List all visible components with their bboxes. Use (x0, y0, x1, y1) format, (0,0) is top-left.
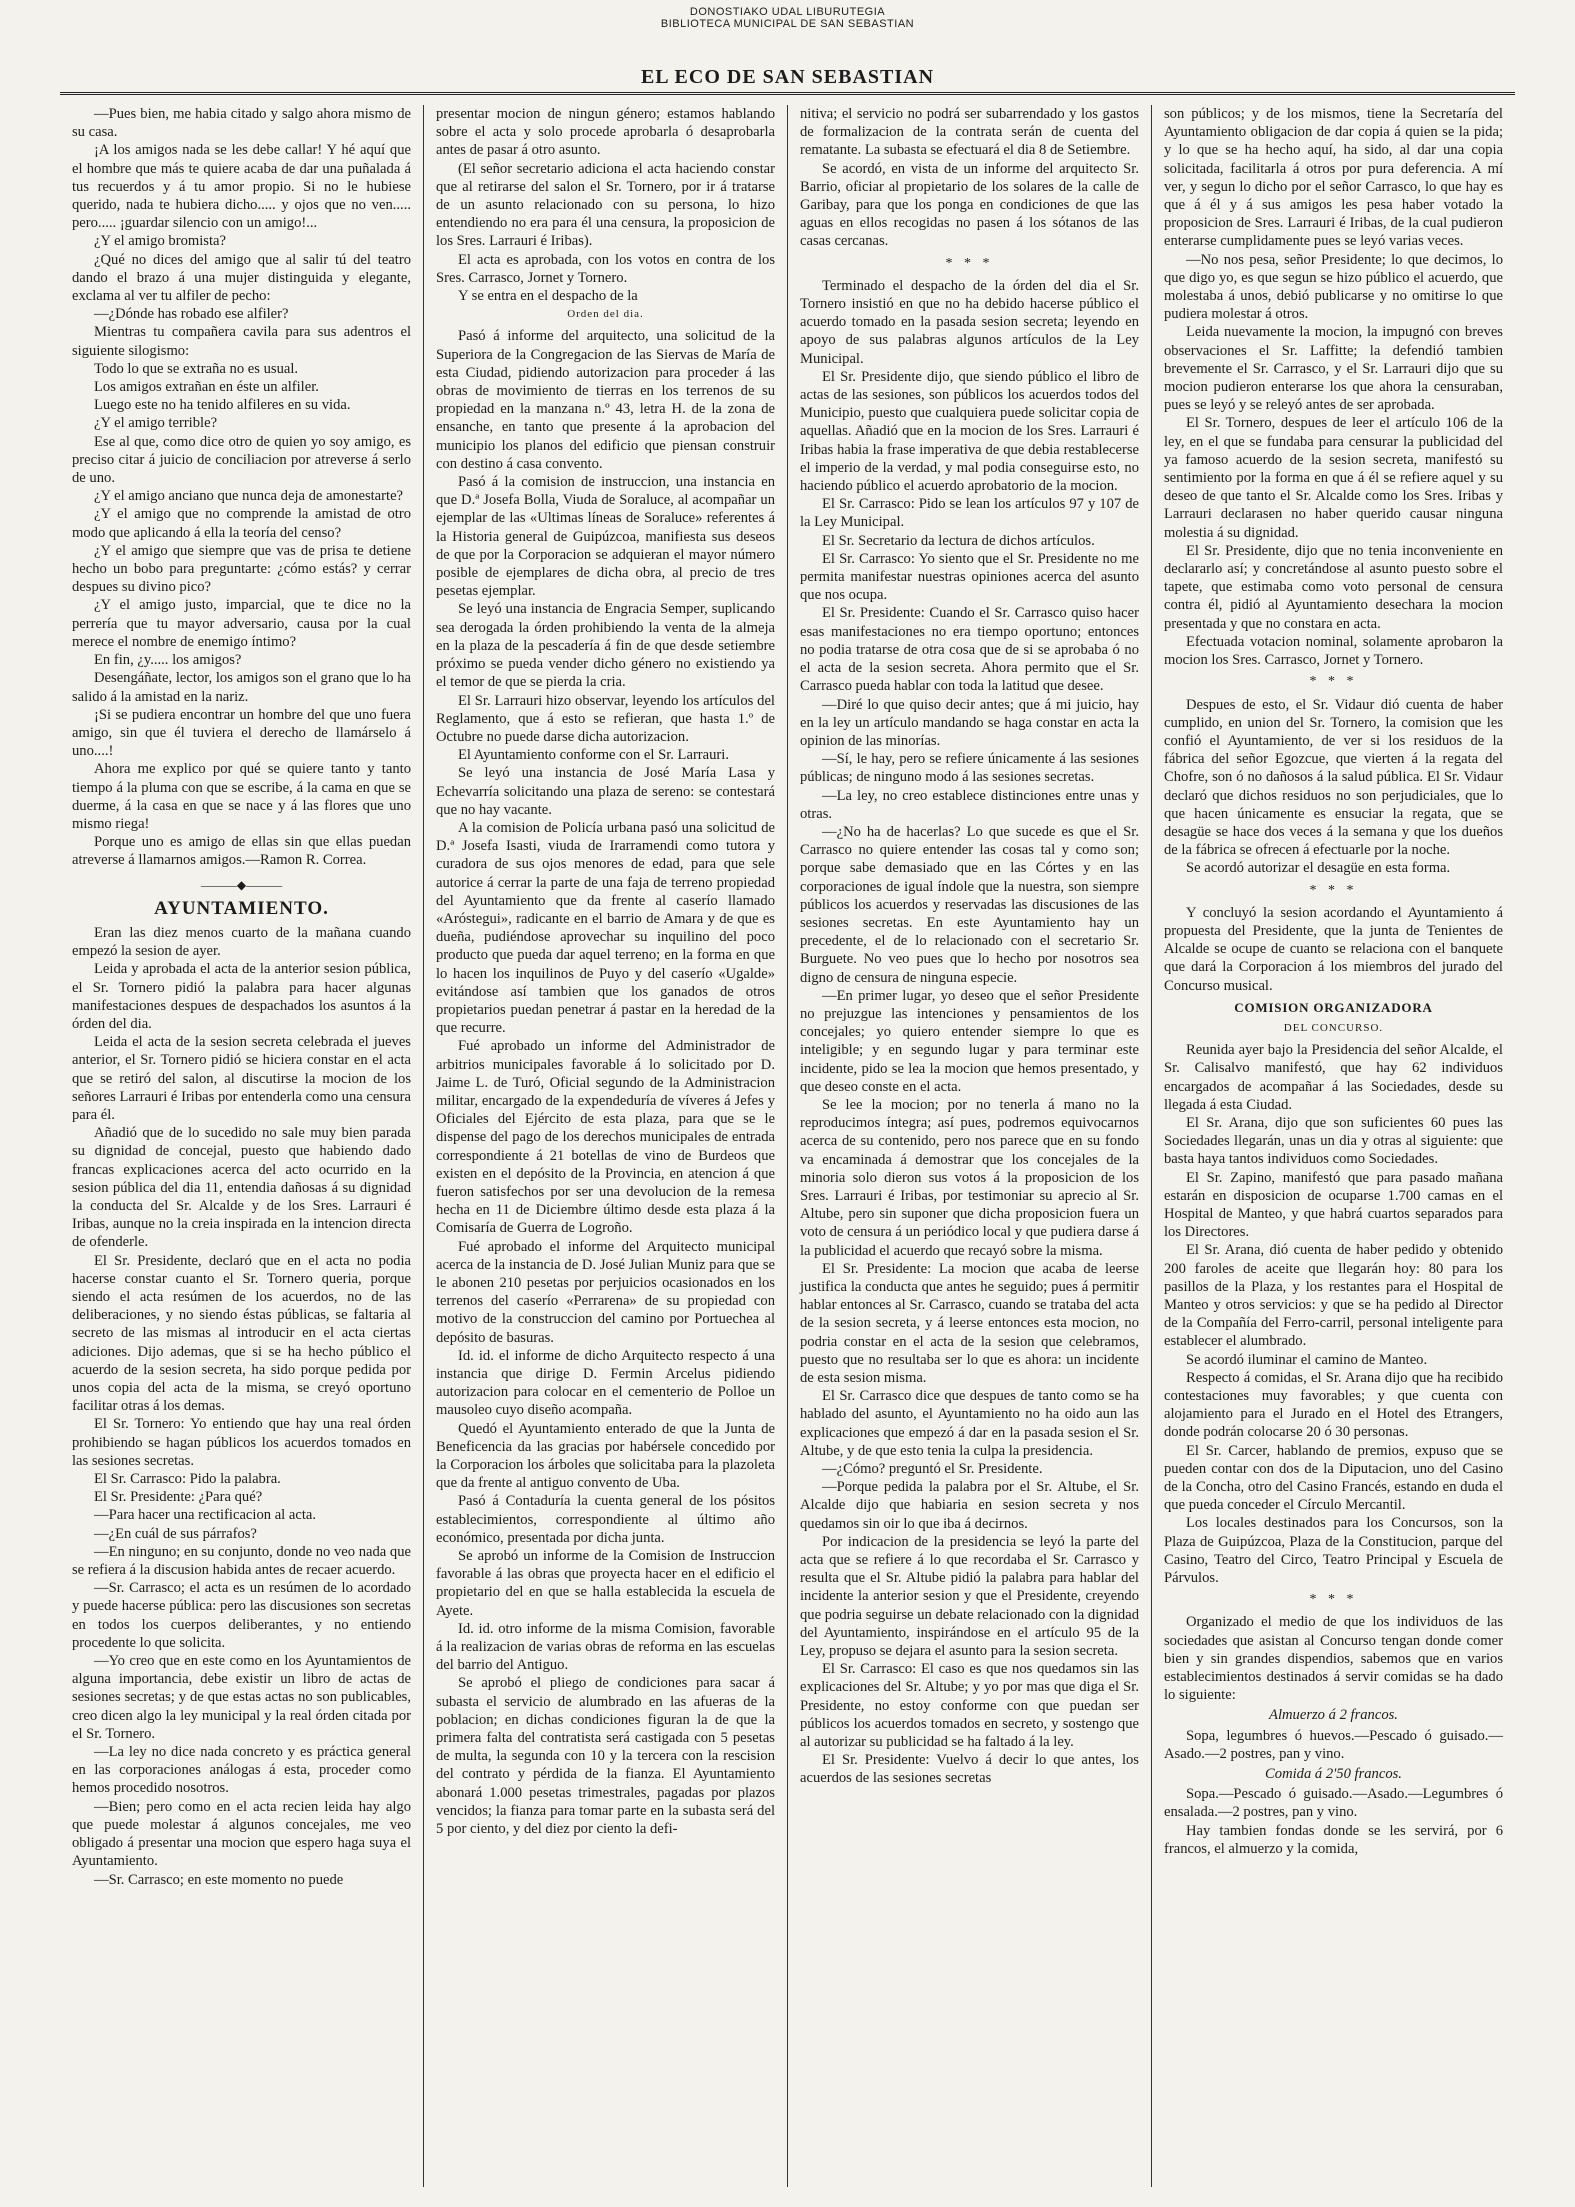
paragraph: nitiva; el servicio no podrá ser subarrendado y los gastos de formalizacion de la contrata serán de cuenta del rematante. La subasta se efectuará el dia 8 de Setiembre. (800, 106, 1139, 159)
paragraph: Sopa.—Pescado ó guisado.—Asado.—Legumbres ó ensalada.—2 postres, pan y vino. (1164, 1786, 1503, 1821)
masthead: EL ECO DE SAN SEBASTIAN (640, 66, 935, 88)
subheading-orden-del-dia: Orden del dia. (567, 308, 644, 321)
section-rule: ———◆——— (200, 877, 283, 892)
paragraph: Id. id. otro informe de la misma Comision, favorable á la realizacion de varias obras de reforma en las escuelas del barrio del Antiguo. (436, 1620, 775, 1674)
column-3 (787, 105, 1151, 2187)
paragraph: ¿Y el amigo que siempre que vas de prisa te detiene hecho un bobo para preguntarte: ¿cómo estás? y cerrar despues su divino pico? (72, 542, 411, 596)
paragraph: Quedó el Ayuntamiento enterado de que la Junta de Beneficencia da las gracias por habérsele concedido por la Corporacion los árboles que solicitaba para la plazoleta que da frente al antiguo convento de Uba. (436, 1420, 775, 1492)
paragraph: El Ayuntamiento conforme con el Sr. Larrauri. (458, 747, 729, 764)
paragraph: —¿No ha de hacerlas? Lo que sucede es que el Sr. Carrasco no quiere entender las cosas tal y como son; porque sabe demasiado que en las Córtes y en las corporaciones de igual índole que la nuestra, son siempre públicos los acuerdos y reservadas las discusiones de las sesiones secretas. En este Ayuntamiento hay un precedente, el de lo relacionado con el secretario Sr. Burguete. No veo pues que lo hecho por nosotros sea digno de censura de ninguna especie. (800, 823, 1139, 986)
paragraph: ¡Si se pudiera encontrar un hombre del que uno fuera amigo, sin que él tuviera el derecho de llamárselo á uno....! (72, 706, 411, 760)
paragraph: El Sr. Presidente: Vuelvo á decir lo que antes, los acuerdos de las sesiones secretas (800, 1752, 1139, 1787)
paragraph: Despues de esto, el Sr. Vidaur dió cuenta de haber cumplido, en union del Sr. Tornero, la comision que les confió el Ayuntamiento, de ver si los residuos de la fábrica del señor Egozcue, que vierten á la regata del Chofre, son ó no dañosos á la salud pública. El Sr. Vidaur declaró que dichos residuos no son perjudiciales, que lo que hacen únicamente es ensuciar la regata, que se desagüe se hace dos veces á la semana y que los dueños de la fábrica se ofrecen á efectuarle por la noche. (1164, 696, 1503, 859)
paragraph: El Sr. Larrauri hizo observar, leyendo los artículos del Reglamento, que á esto se refieran, que hasta 1.º de Octubre no puede darse dicha autorizacion. (436, 692, 775, 745)
paragraph: ¿Y el amigo que no comprende la amistad de otro modo que aplicando á ella la teoría del censo? (72, 506, 411, 541)
column-1 (60, 105, 423, 2187)
paragraph: El Sr. Arana, dijo que son suficientes 60 pues las Sociedades llegarán, unas un dia y otras al siguiente: que basta haya tantos individuos como Sociedades. (1164, 1114, 1503, 1168)
paragraph: Y se entra en el despacho de la (458, 288, 638, 305)
paragraph: Hay tambien fondas donde se les servirá, por 6 francos, el almuerzo y la comida, (1164, 1822, 1503, 1857)
paragraph: —Pues bien, me habia citado y salgo ahora mismo de su casa. (72, 106, 411, 141)
paragraph: El Sr. Presidente: Cuando el Sr. Carrasco quiso hacer esas manifestaciones no era tiempo oportuno; entonces no podia tratarse de otra cosa que de si se aprobaba ó no el acta de la sesion secreta. Ahora permito que el Sr. Carrasco pueda hablar con toda la latitud que desee. (800, 605, 1139, 695)
paragraph: —Diré lo que quiso decir antes; que á mi juicio, hay en la ley un artículo mandando se haga constar en acta la opinion de las minorías. (800, 696, 1139, 749)
paragraph: —Porque pedida la palabra por el Sr. Altube, el Sr. Alcalde dijo que habiaria en sesion secreta y nos quedamos sin oir lo que iba á decirnos. (800, 1479, 1139, 1532)
paragraph: Ahora me explico por qué se quiere tanto y tanto tiempo á la pluma con que se escribe, á la cama en que se duerme, á la casa en que se nace y á las flores que uno mismo riega! (72, 761, 411, 832)
paragraph: Fué aprobado un informe del Administrador de arbitrios municipales favorable á lo solicitado por D. Jaime L. de Turó, Oficial segundo de la Administracion militar, encargado de la expendeduría de víveres á Jefes y Oficiales del Ejército de esta plaza, para que se le dispense del pago de los derechos municipales de entrada correspondiente á 21 botellas de vino de Burdeos que existen en el depósito de la Provincia, en atencion á que fueron satisfechos por ser una devolucion de la remesa hecha en 11 de Diciembre último desde esta plaza á la Comisaría de Guerra de Logroño. (436, 1038, 775, 1237)
paragraph: Luego este no ha tenido alfileres en su vida. (94, 397, 351, 414)
paragraph: El Sr. Secretario da lectura de dichos artículos. (822, 532, 1095, 549)
paragraph: Terminado el despacho de la órden del dia el Sr. Tornero insistió en que no ha debido hacerse público el acuerdo tomado en la pasada sesion secreta; leyendo en apoyo de sus palabras algunos artículos de la Ley Municipal. (800, 277, 1139, 367)
paragraph: El Sr. Carrasco: Pido se lean los artículos 97 y 107 de la Ley Municipal. (800, 496, 1139, 531)
paragraph: Por indicacion de la presidencia se leyó la parte del acta que se refiere á lo que recordaba el Sr. Carrasco y resulta que el Sr. Altube pidió la palabra para hablar del incidente la anterior sesion y que el Presidente, creyendo que podria seguirse un debate relacionado con la dignidad del Ayuntamiento, inspirándose en el artículo 95 de la Ley, propuso se dejara el asunto para la sesion secreta. (800, 1533, 1139, 1660)
paragraph: El Sr. Presidente, declaró que en el acta no podia hacerse constar cuanto el Sr. Tornero queria, porque siendo el acta resúmen de los acuerdos, no de las deliberaciones, y no siendo éstas públicas, se faltaria al secreto de las mismas al introducir en el acta ciertas adiciones. Dijo ademas, que si se ha hecho público el acuerdo de la sesion secreta, ha sido porque pedida por unos copia del acta de la misma, se creyó oportuno facilitar otras á los demas. (72, 1252, 411, 1415)
paragraph: Fué aprobado el informe del Arquitecto municipal acerca de la instancia de D. José Julian Muniz para que se le abonen 210 pesetas por perjuicios ocasionados en los terrenos del caserío «Perrarena» de su propiedad con motivo de la construccion del camino por Portuechea al depósito de basuras. (436, 1238, 775, 1346)
paragraph: El Sr. Carrasco: Pido la palabra. (94, 1471, 281, 1488)
column-4 (1151, 105, 1515, 2187)
paragraph: —Para hacer una rectificacion al acta. (94, 1507, 317, 1524)
paragraph: Los locales destinados para los Concursos, son la Plaza de Guipúzcoa, Plaza de la Constitucion, parque del Casino, Teatro del Circo, Teatro Principal y Escuela de Párvulos. (1164, 1515, 1503, 1587)
paragraph: Se acordó iluminar el camino de Manteo. (1186, 1351, 1428, 1368)
paragraph: Sopa, legumbres ó huevos.—Pescado ó guisado.—Asado.—2 postres, pan y vino. (1164, 1727, 1503, 1762)
paragraph: A la comision de Policía urbana pasó una solicitud de D.ª Josefa Isasti, viuda de Irarramendi como tutora y curadora de sus ojos menores de edad, para que sele autorice á cerrar la parte de una faja de terreno propiedad del Ayuntamiento que da frente al caserío llamado «Aróstegui», radicante en el barrio de Amara y de que es dueña, pudiéndose aprovechar su inquilino del poco producto que pueda dar aquel terreno; en la forma en que lo hacen los inquilinos de Puyo y del caserío «Ugalde» evitándose así tambien que los ganados de otros propietarios puedan penetrar á pastar en la heredad de la que recurre. (436, 819, 775, 1037)
paragraph: El Sr. Carrasco: Yo siento que el Sr. Presidente no me permita manifestar nuestras opiniones acerca del asunto que nos ocupa. (800, 550, 1139, 604)
paragraph: Se lee la mocion; por no tenerla á mano no la reproducimos íntegra; así pues, podremos equivocarnos acerca de su contenido, pero nos parece que en su fondo va encaminada á demostrar que los concejales de la minoria solo dieron sus votos á la proposicion de los Sres. Larrauri é Iribas, por testimoniar su aprecio al Sr. Altube, pero sin suponer que dicha proposicion fuera un voto de censura á un periódico local y que pudiera darse á la publicidad el acuerdo que recayó sobre la misma. (800, 1096, 1139, 1259)
paragraph: El Sr. Carrasco: El caso es que nos quedamos sin las explicaciones del Sr. Altube; y yo por mas que diga el Sr. Presidente, no estoy conforme con que puedan ser públicos los acuerdos tomados en secreto, y sostengo que al autorizar su publicidad se ha faltado á la ley. (800, 1661, 1139, 1751)
paragraph: ¿Y el amigo anciano que nunca deja de amonestarte? (94, 488, 404, 505)
paragraph: son públicos; y de los mismos, tiene la Secretaría del Ayuntamiento obligacion de dar copia á quien se la pida; y lo que se ha hecho aquí, ha sido, al dar una copia solicitada, facilitarla á otros por pura deferencia. A mí ver, y segun lo dicho por el señor Carrasco, lo que hay es que á él y á sus amigos les pesa haber votado la proposicion de Sres. Larrauri é Iribas, de la cual pudieron enterarse cumplidamente pues se leyó varias veces. (1164, 106, 1503, 250)
masthead-rule (60, 92, 1515, 95)
paragraph: Pasó á Contaduría la cuenta general de los pósitos establecimientos, correspondiente al último año económico, presentada por dicha junta. (436, 1493, 775, 1546)
columns (60, 105, 1515, 2187)
stars-ornament: * * * (1309, 674, 1358, 690)
paragraph: Reunida ayer bajo la Presidencia del señor Alcalde, el Sr. Calisalvo manifestó, que hay 62 individuos encargados de acompañar á las Sociedades, desde su llegada á esta Ciudad. (1164, 1042, 1503, 1113)
paragraph: El Sr. Presidente: ¿Para qué? (94, 1489, 263, 1506)
paragraph: —La ley no dice nada concreto y es práctica general en las corporaciones análogas á esta, proceder como hemos procedido nosotros. (72, 1744, 411, 1797)
paragraph: Y concluyó la sesion acordando el Ayuntamiento á propuesta del Presidente, que la junta de Tenientes de Alcalde se ocupe de cuanto se relaciona con el banquete que dará la Corporacion á los miembros del jurado del Concurso musical. (1164, 904, 1503, 994)
paragraph: El Sr. Tornero: Yo entiendo que hay una real órden prohibiendo se hagan públicos los acuerdos tomados en las sesiones secretas. (72, 1416, 411, 1469)
paragraph: —En primer lugar, yo deseo que el señor Presidente no prejuzgue las intenciones y pensamientos de los concejales; yo quiero entender siempre lo que es inteligible; y en segundo lugar y para terminar este incidente, pido se lea la mocion que hemos presentado, y que deseo conste en el acta. (800, 987, 1139, 1095)
section-heading-comision: COMISION ORGANIZADORA (1234, 999, 1433, 1015)
paragraph: Leida el acta de la sesion secreta celebrada el jueves anterior, el Sr. Tornero pidió se hiciera constar en el acta que se retiró del salon, al discutirse la mocion de los señores Larrauri é Iribas por entenderla como una censura para él. (72, 1034, 411, 1123)
stars-ornament: * * * (945, 255, 994, 271)
paragraph: Mientras tu compañera cavila para sus adentros el siguiente silogismo: (72, 324, 411, 359)
paragraph: Todo lo que se extraña no es usual. (94, 360, 299, 377)
paragraph: El Sr. Presidente: La mocion que acaba de leerse justifica la conducta que antes he seguido; pues á permitir hablar entonces al Sr. Carrasco, cuando se trataba del acta de la sesion secreta, y á leerse entonces esta mocion, no podria constar en el acta de la sesion que celebramos, puesto que no resultaba ser lo que es ahora: un incidente de esta sesion misma. (800, 1260, 1139, 1387)
paragraph: Se aprobó el pliego de condiciones para sacar á subasta el servicio de alumbrado en las afueras de la poblacion; en dichas condiciones figuran la de que la primera falta del contratista será castigada con 5 pesetas de multa, la segunda con 10 y la tercera con la rescision del contrato y pérdida de la fianza. El Ayuntamiento abonará 1.000 pesetas trimestrales, pagadas por plazos vencidos; la fianza para tomar parte en la subasta será del 5 por ciento, y del diez por ciento la defi- (436, 1675, 775, 1838)
paragraph: —Sr. Carrasco; en este momento no puede (94, 1871, 344, 1888)
paragraph: Id. id. el informe de dicho Arquitecto respecto á una instancia que dirige D. Fermin Arcelus pidiendo autorizacion para colocar en el cementerio de Polloe un mausoleo cuyo diseño acompaña. (436, 1347, 775, 1419)
paragraph: Pasó á informe del arquitecto, una solicitud de la Superiora de la Congregacion de las Siervas de María de esta Ciudad, pidiendo autorizacion para proceder á las obras de movimiento de tierras en los terrenos de su propiedad en la manzana n.º 43, letra H. de la zona de ensanche, en tanto que presente á la aprobacion del municipio los planos del edificio que piensan construir con destino á casa convento. (436, 328, 775, 472)
paragraph: Pasó á la comision de instruccion, una instancia en que D.ª Josefa Bolla, Viuda de Soraluce, al acompañar un ejemplar de las «Ultimas líneas de Soraluce» referentes á la Historia general de Guipúzcoa, manifiesta sus deseos de que por la Corporacion se adquieran el mayor número posible de ejemplares de dicha obra, al precio de tres pesetas ejemplar. (436, 474, 775, 600)
paragraph: Se acordó autorizar el desagüe en esta forma. (1186, 860, 1451, 877)
paragraph: —No nos pesa, señor Presidente; lo que decimos, lo que digo yo, es que segun se hizo público el acuerdo, que molestaba á unos, debió publicarse y no omitirse lo que pudiera molestar á otros. (1164, 251, 1503, 323)
column-2 (423, 105, 787, 2187)
paragraph: Leida y aprobada el acta de la anterior sesion pública, el Sr. Tornero pidió la palabra para hacer algunas manifestaciones despues de despachados los asuntos á la órden del dia. (72, 961, 411, 1032)
paragraph: El Sr. Carcer, hablando de premios, expuso que se pueden contar con dos de la Diputacion, uno del Casino de la Concha, otro del Casino Francés, estando en duda el que pueda conceder el Círculo Mercantil. (1164, 1442, 1503, 1514)
menu-heading-comida: Comida á 2'50 francos. (1265, 1766, 1402, 1783)
paragraph: El acta es aprobada, con los votos en contra de los Sres. Carrasco, Jornet y Tornero. (436, 251, 775, 286)
paragraph: Añadió que de lo sucedido no sale muy bien parada su dignidad de concejal, puesto que habiendo dado francas explicaciones acerca del acto ocurrido en la sesion pública del dia 11, entendia dañosas á su dignidad la conducta del Sr. Alcalde y de los Sres. Larrauri é Iribas, aunque no la creia inspirada en la intencion directa de ofenderle. (72, 1125, 411, 1251)
paragraph: ¿Y el amigo justo, imparcial, que te dice no la perrería que tu mayor adversario, causa por la cual merece el nombre de enemigo íntimo? (72, 597, 411, 650)
stars-ornament: * * * (1309, 1592, 1358, 1608)
paragraph: ¿Y el amigo bromista? (94, 233, 226, 250)
stars-ornament: * * * (1309, 882, 1358, 898)
paragraph: Eran las diez menos cuarto de la mañana cuando empezó la sesion de ayer. (72, 924, 411, 960)
section-heading-ayuntamiento: AYUNTAMIENTO. (154, 897, 329, 919)
paragraph: —La ley, no creo establece distinciones entre unas y otras. (800, 787, 1139, 822)
paragraph: —¿Dónde has robado ese alfiler? (94, 306, 289, 323)
paragraph: El Sr. Tornero, despues de leer el artículo 106 de la ley, en el que se fundaba para censurar la publicidad del ya famoso acuerdo de la sesion secreta, manifestó su sentimiento por la forma en que á él se refiere aquel y su deseo de que tanto el Sr. Alcalde como los Sres. Iribas y Larrauri declarasen no haber querido causar ninguna molestia á su dignidad. (1164, 415, 1503, 541)
paragraph: El Sr. Arana, dió cuenta de haber pedido y obtenido 200 faroles de aceite que llegarán hoy: 80 para los pasillos de la Plaza, y los restantes para el Hospital de Manteo y otros servicios: y que se ha pedido al Director de la Compañía del Ferro-carril, personal inteligente para establecer el alumbrado. (1164, 1242, 1503, 1350)
paragraph: Los amigos extrañan en éste un alfiler. (94, 379, 319, 396)
paragraph: Se aprobó un informe de la Comision de Instruccion favorable á las obras que proyecta hacer en el edificio el propietario del en que se halla establecida la escuela de Ayete. (436, 1548, 775, 1619)
paragraph: (El señor secretario adiciona el acta haciendo constar que al retirarse del salon el Sr. Tornero, por ir á tratarse de un asunto relacionado con su persona, lo hizo entendiendo no era para él una censura, la proposicion de los Sres. Larrauri é Iribas). (436, 160, 775, 250)
paragraph: El Sr. Presidente, dijo que no tenia inconveniente en declararlo así; y concretándose al asunto puesto sobre el tapete, que estimaba como voto personal de censura contra él, pidió al Ayuntamiento desechara la mocion presentada y que no constara en acta. (1164, 542, 1503, 632)
paragraph: Porque uno es amigo de ellas sin que ellas puedan atreverse á llamarnos amigos.—Ramon R. Correa. (72, 834, 411, 869)
paragraph: ¡A los amigos nada se les debe callar! Y hé aquí que el hombre que más te quiere acaba de dar una puñalada á tus recuerdos y á tu amor propio. Si no le hubiese querido, nada te hubiera dicho..... y ojos que no ven..... pero..... ¡guardar silencio con un amigo!... (72, 142, 411, 232)
paragraph: Se acordó, en vista de un informe del arquitecto Sr. Barrio, oficiar al propietario de los solares de la calle de Garibay, para que los ponga en condiciones de que las aguas en ellos recogidas no pasen á los sótanos de las casas cercanas. (800, 160, 1139, 250)
paragraph: El Sr. Presidente dijo, que siendo público el libro de actas de las sesiones, son públicos los acuerdos todos del Municipio, puesto que cualquiera puede solicitar copia de aquellas. Añadió que en la mocion de los Sres. Larrauri é Iribas habia la frase imperativa de que debia restablecerse el imperio de la verdad, y mal podia conseguirse esto, no haciendo público el acuerdo aprobatorio de la mocion. (800, 368, 1139, 495)
paragraph: —Bien; pero como en el acta recien leida hay algo que puede molestar á algunos concejales, me veo obligado á presentar una mocion que espero haga suya el Ayuntamiento. (72, 1798, 411, 1870)
library-stamp (0, 6, 1575, 30)
paragraph: Ese al que, como dice otro de quien yo soy amigo, es preciso citar á juicio de conciliacion por atreverse á serlo de uno. (72, 433, 411, 487)
paragraph: —Yo creo que en este como en los Ayuntamientos de alguna importancia, debe existir un libro de actas de sesiones secretas; y de que estas actas no son publicables, creo dicen algo la ley municipal y la real órden citada por el Sr. Tornero. (72, 1653, 411, 1742)
paragraph: —¿Cómo? preguntó el Sr. Presidente. (822, 1461, 1043, 1478)
paragraph: presentar mocion de ningun género; estamos hablando sobre el acta y solo procede aprobarla ó desaprobarla antes de pasar á otro asunto. (436, 106, 775, 159)
paragraph: Organizado el medio de que los individuos de las sociedades que asistan al Concurso tengan donde comer bien y sin grandes dispendios, sabemos que en varios establecimientos destinados á servir comidas se ha dado lo siguiente: (1164, 1614, 1503, 1704)
stamp-line-2: BIBLIOTECA MUNICIPAL DE SAN SEBASTIAN (660, 18, 915, 30)
paragraph: El Sr. Zapino, manifestó que para pasado mañana estarán en disposicion de ocuparse 1.700 camas en el Hospital de Manteo, y que habrá cuartos separados para los Directores. (1164, 1169, 1503, 1241)
paragraph: Se leyó una instancia de Engracia Semper, suplicando sea derogada la órden prohibiendo la venta de la almeja en la plaza de la pescadería á fin de que desde setiembre próximo se pueda vender dicho género no existiendo ya el temor de que se pierda la cria. (436, 601, 775, 691)
paragraph: En fin, ¿y..... los amigos? (94, 652, 242, 669)
paragraph: El Sr. Carrasco dice que despues de tanto como se ha hablado del asunto, el Ayuntamiento no ha oido aun las explicaciones que empezó á dar en la pasada sesion el Sr. Altube, y de que esto tenia la culpa la presidencia. (800, 1388, 1139, 1459)
paragraph: —Sí, le hay, pero se refiere únicamente á las sesiones públicas; de ninguno modo á las sesiones secretas. (800, 751, 1139, 786)
paragraph: Leida nuevamente la mocion, la impugnó con breves observaciones el Sr. Laffitte; la defendió tambien brevemente el Sr. Carrasco, y el Sr. Larrauri dijo que su mocion pudieron enterarse los que ahora la censuraban, pues se leyó y se releyó antes de ser aprobada. (1164, 324, 1503, 414)
paragraph: Se leyó una instancia de José María Lasa y Echevarría solicitando una plaza de sereno: se contestará que no hay vacante. (436, 765, 775, 818)
section-subheading-concurso: DEL CONCURSO. (1283, 1021, 1384, 1034)
paragraph: —En ninguno; en su conjunto, donde no veo nada que se refiera á la discusion habida antes de recaer acuerdo. (72, 1543, 411, 1579)
paragraph: —¿En cuál de sus párrafos? (94, 1525, 257, 1542)
menu-heading-almuerzo: Almuerzo á 2 francos. (1269, 1707, 1398, 1724)
paragraph: Desengáñate, lector, los amigos son el grano que lo ha salido á la amistad en la nariz. (72, 670, 411, 705)
paragraph: Respecto á comidas, el Sr. Arana dijo que ha recibido contestaciones muy favorables; y que cuenta con alojamiento para el Jurado en el Hotel des Etrangers, donde podrán colocarse 20 ó 30 personas. (1164, 1369, 1503, 1441)
stamp-line-1: DONOSTIAKO UDAL LIBURUTEGIA (689, 6, 886, 18)
paragraph: ¿Qué no dices del amigo que al salir tú del teatro dando el brazo á una mujer distinguida y elegante, exclama al ver tu alfiler de pecho: (72, 251, 411, 305)
paragraph: ¿Y el amigo terrible? (94, 415, 218, 432)
paragraph: Efectuada votacion nominal, solamente aprobaron la mocion los Sres. Carrasco, Jornet y Tornero. (1164, 633, 1503, 669)
paragraph: —Sr. Carrasco; el acta es un resúmen de lo acordado y puede hacerse pública: pero las discusiones son secretas en todos los cuerpos deliberantes, y no entiendo procedente lo que solicita. (72, 1580, 411, 1651)
